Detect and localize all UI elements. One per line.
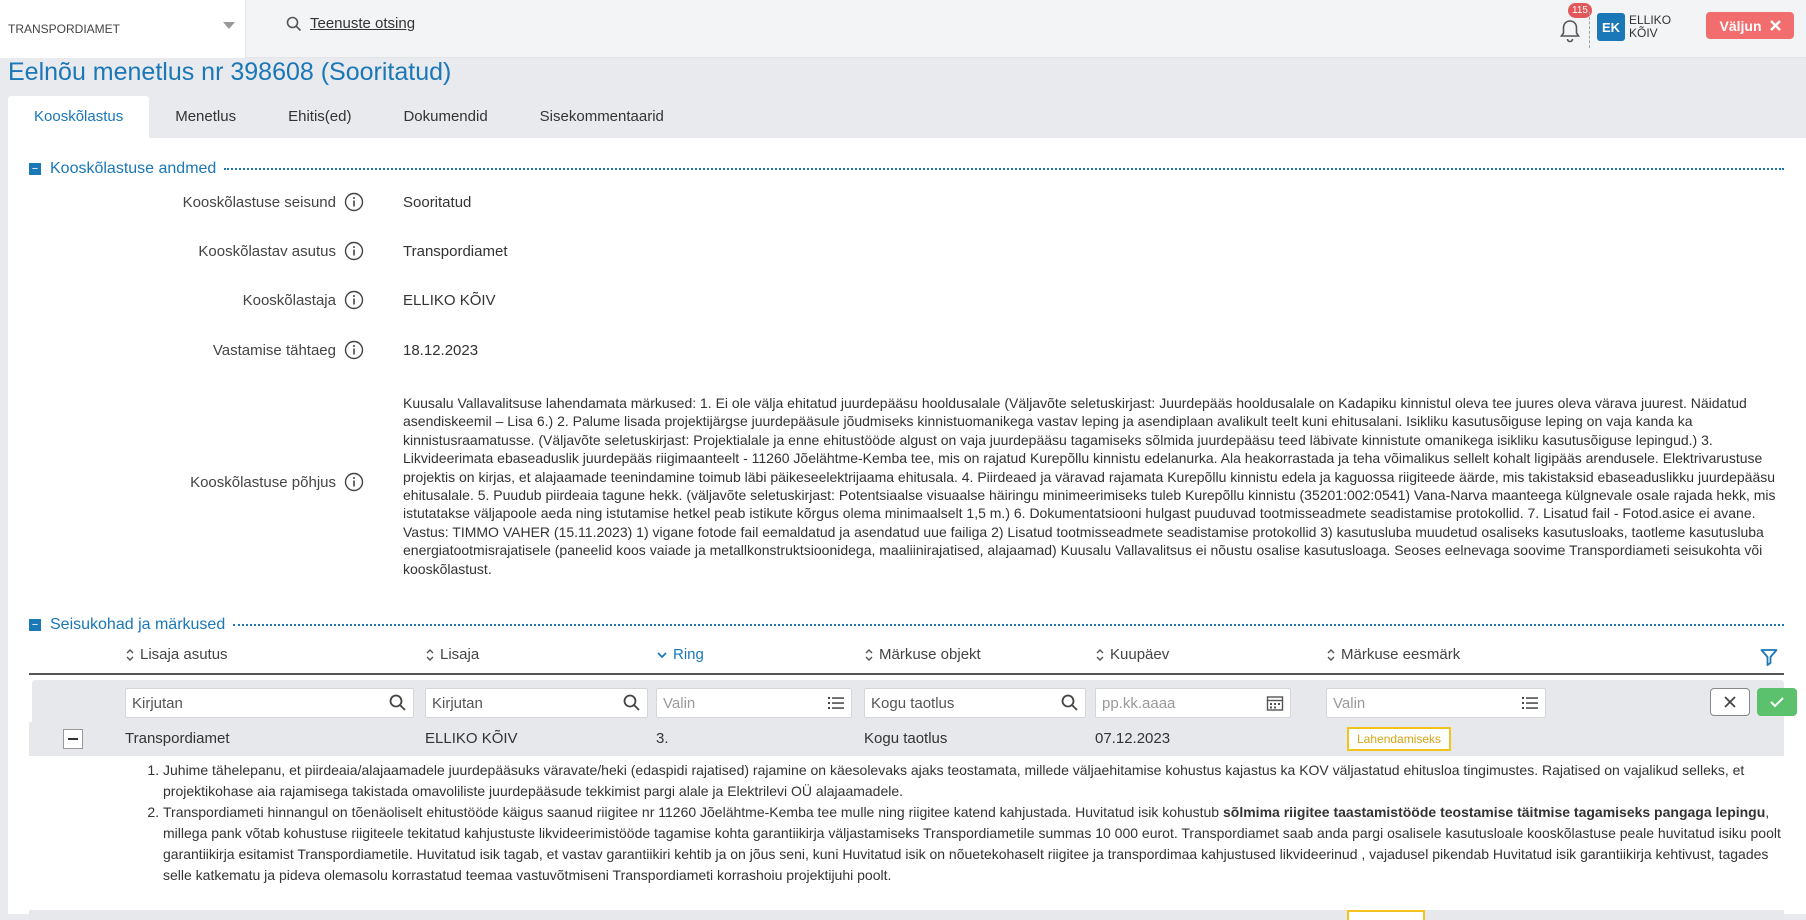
notification-count-badge: 115 [1568, 3, 1592, 18]
sort-icon [864, 648, 874, 662]
cell-kuupaev: 07.12.2023 [1095, 730, 1171, 747]
user-name[interactable]: ELLIKO KÕIV [1629, 13, 1672, 40]
search-icon [389, 694, 407, 712]
filter-icon[interactable] [1760, 648, 1778, 666]
field-label-authority [198, 241, 364, 261]
sort-icon [425, 648, 435, 662]
search-icon [1061, 694, 1079, 712]
tab-kooskolastus[interactable]: Kooskõlastus [8, 96, 149, 138]
divider [233, 624, 1784, 626]
field-value-approver: ELLIKO KÕIV [403, 292, 496, 309]
field-label-approver [243, 290, 364, 310]
chevron-down-icon [223, 22, 235, 29]
table-row[interactable] [29, 910, 1784, 920]
field-label-text: Kooskõlastuse seisund [182, 193, 336, 211]
info-icon[interactable] [344, 340, 364, 360]
filter-asutus-input[interactable] [125, 688, 414, 718]
cell-asutus: Transpordiamet [125, 730, 230, 747]
top-bar [0, 0, 1806, 58]
table-header-divider [29, 673, 1784, 675]
filter-placeholder: Kirjutan [432, 694, 483, 712]
page-title: Eelnõu menetlus nr 398608 (Sooritatud) [8, 58, 452, 86]
field-label-status [183, 192, 364, 212]
filter-eesmark-select[interactable] [1326, 688, 1546, 718]
filter-value: Kogu taotlus [871, 694, 955, 712]
sort-icon [1326, 648, 1336, 662]
note-text: Transpordiameti hinnangul on tõenäoliselt ehitustööde käigus saanud riigitee nr 11260 Jõelähtme-Kemba tee mulle ning riigitee katend kahjustada. Huvitatud isik kohustub [163, 804, 1223, 820]
column-header-label: Ring [673, 646, 704, 663]
status-badge [1347, 910, 1425, 920]
collapse-icon[interactable]: − [29, 619, 41, 631]
column-header-lisaja[interactable] [425, 646, 479, 663]
tab-dokumendid[interactable]: Dokumendid [403, 108, 488, 125]
main-panel [8, 138, 1806, 914]
list-item: 1. Juhime tähelepanu, et piirdeaia/alajaamadele juurdepääsuks väravate/heki (edaspidi rajatised) rajamine on käesolevaks ajaks teostamata, millede väljaehitamise kohustus kajastus ka KOV väljastatud ehitusloa tingimustes. Rajatised on vajalikud selleks, et projektikohase aia rajamisega takistada omavoliliste juurdepääsude tekkimist pargi alale ja Elektrilevi OÜ alajaamadele. [163, 760, 1783, 802]
chevron-down-icon [656, 649, 668, 661]
sort-icon [1095, 648, 1105, 662]
filter-ring-select[interactable] [656, 688, 852, 718]
apply-filters-button[interactable] [1757, 688, 1797, 716]
info-icon[interactable] [344, 241, 364, 261]
field-label-text: Kooskõlastaja [242, 291, 336, 309]
info-icon[interactable] [344, 472, 364, 492]
filter-placeholder: Valin [1333, 694, 1366, 712]
field-label-deadline [213, 340, 364, 360]
filter-objekt-input[interactable] [864, 688, 1086, 718]
filter-lisaja-input[interactable] [425, 688, 648, 718]
column-header-label: Märkuse eesmärk [1341, 646, 1461, 663]
service-search-link[interactable] [286, 15, 415, 32]
details-section-title: Kooskõlastuse andmed [50, 160, 217, 177]
search-label: Teenuste otsing [310, 15, 416, 32]
organization-select[interactable] [0, 0, 246, 58]
avatar[interactable]: EK [1597, 13, 1625, 41]
logout-label: Väljun [1719, 17, 1762, 34]
cell-lisaja: ELLIKO KÕIV [425, 730, 518, 747]
column-header-label: Kuupäev [1110, 646, 1170, 663]
calendar-icon [1266, 694, 1284, 712]
filter-placeholder: Kirjutan [132, 694, 183, 712]
list-icon [827, 694, 845, 712]
sort-icon [125, 648, 135, 662]
divider [224, 168, 1784, 170]
info-icon[interactable] [344, 290, 364, 310]
table-row[interactable] [29, 722, 1784, 756]
tab-menetlus[interactable]: Menetlus [175, 108, 237, 125]
collapse-row-button[interactable] [63, 729, 83, 749]
logout-button[interactable] [1706, 12, 1794, 39]
close-icon [1770, 20, 1781, 31]
field-label-text: Kooskõlastav asutus [198, 242, 336, 260]
close-icon [1723, 695, 1737, 709]
search-icon [286, 16, 302, 32]
field-value-deadline: 18.12.2023 [403, 342, 479, 359]
column-header-ring[interactable] [656, 646, 704, 663]
column-header-label: Märkuse objekt [879, 646, 981, 663]
column-header-label: Lisaja [440, 646, 480, 663]
remarks-section-title: Seisukohad ja märkused [50, 616, 226, 633]
cell-objekt: Kogu taotlus [864, 730, 948, 747]
list-item [163, 802, 1783, 886]
column-header-label: Lisaja asutus [140, 646, 228, 663]
field-value-authority: Transpordiamet [403, 243, 508, 260]
field-label-text: Vastamise tähtaeg [212, 341, 336, 359]
note-text: , millega pank võtab kohustuse riigiteele tekitatud kahjustuste likvideerimistööde tagamise kohta garantiikirja väljastamiseks Transpordiametile summas 10 000 eurot. Transpordiamet saab anda pargi osalisele kasutusloale kooskõlastuse peale huvitatud isiku poolt garantiikirja esitamist Transpordiametile. Huvitatud isik tagab, et vastav garantiikiri kehtib ja on jõus seni, kuni Huvitatud isik on nõuetekohaselt riigitee ja transpordimaa kahjustused likvideerinud , vajadusel pikendab Huvitatud isik garantiikirja kehtivust, tagades selle katkematu ja pideva olemasolu korrastatud teemaa vastuvõtmiseni Transpordiameti korrashoiu projektijuhi poolt. [163, 804, 1781, 883]
search-icon [623, 694, 641, 712]
bell-icon [1558, 18, 1582, 44]
status-badge: Lahendamiseks [1347, 727, 1451, 751]
tab-ehitised[interactable]: Ehitis(ed) [288, 108, 352, 125]
filter-placeholder: Valin [663, 694, 696, 712]
info-icon[interactable] [344, 192, 364, 212]
field-label-text: Kooskõlastuse põhjus [190, 473, 336, 491]
column-header-kuupaev[interactable] [1095, 646, 1169, 663]
field-value-reason: Kuusalu Vallavalitsuse lahendamata märkused: 1. Ei ole välja ehitatud juurdepääsu hooldusalale (Väljavõte seletuskirjast: Juurdepääs hooldusalale on Kadapiku kinnistul oleva tee juures oleva värava juurest. Näidatud asendiskeemil – Lisa 6.) 2. Palume lisada projektijärgse juurdepääsule jõudmiseks kinnistuomanikega vastav leping ja asendiplaan avalikult teelt kuni ehitusalani. Isikliku kasutusõiguse leping on vaja kanda ka kinnistusraamatusse. (Väljavõte seletuskirjast: Projektialale ja enne ehitustööde algust on vaja juurdepääsu tagamiseks sõlmida juurdepääsu teed läbivate kinnistute omanikega isikliku kasutusõiguse lepingud.) 3. Likvideerimata ebaseaduslik juurdepääs riigimaanteelt - 11260 Jõelähtme-Kemba tee, mis on rajatud Kurepõllu kinnistu edelanurka. Ala heakorrastada ja teha võimalikus sellelt kohalt ligipääs arendusele. Elektrivarustuse projektis on kirjas, et alajaamade teenindamine toimub läbi päikeseelektrijaama ehitusala. 4. Piirdeaed ja väravad rajamata Kurepõllu kinnistu edela ja kaguossa riigiteede äärde, mis takistaksid ebaseaduslikku juurdepääsu ehitusalale. 5. Puudub piirdeaia tagune hekk. (väljavõte seletuskirjast: Potentsiaalse visuaalse häiringu minimeerimiseks tuleb Kurepõllu kinnistu (35201:002:0541) Vana-Narva maanteega külgnevale osale rajada hekk, mis istutatakse väljapoole aeda ning istutamise hetkel peab istikute kõrgus olema minimaalselt 1,5 m.) 6. Dokumentatsiooni hulgast puuduvad tootmisseadmete seadistamise protokollid. 7. Lisatud fail - Fotod.asice ei avane. Vastus: TIMMO VAHER (15.11.2023) 1) vigane fotode fail eemaldatud ja asendatud uue failiga 2) Lisatud tootmisseadmete seadistamise protokollid 3) kasutusluba muudetud osaliseks kasutusloaks, taotleme kasutusluba energiatootmisrajatisele (paneelid koos vaiade ja metallkonstruktsioonidega, maaliinirajatised, alajaamad) Kuusalu Vallavalitsus ei nõustu osalise kasutusloaga. Seoses eelnevaga soovime Transpordiameti seisukohta või kooskõlastust. [403, 395, 1776, 577]
collapse-icon[interactable]: − [29, 163, 41, 175]
check-icon [1769, 695, 1785, 709]
column-header-asutus[interactable] [125, 646, 228, 663]
filter-row [32, 680, 1784, 724]
note-text-bold: sõlmima riigitee taastamistööde teostamise täitmise tagamiseks pangaga lepingu [1223, 804, 1766, 820]
tab-bar [8, 96, 690, 138]
filter-placeholder: pp.kk.aaaa [1102, 694, 1176, 712]
list-icon [1521, 694, 1539, 712]
column-header-objekt[interactable] [864, 646, 981, 663]
tab-sisekommentaarid[interactable]: Sisekommentaarid [539, 108, 664, 125]
remark-notes [143, 760, 1783, 886]
details-section-header [29, 160, 1784, 178]
cell-ring: 3. [656, 730, 669, 747]
clear-filters-button[interactable] [1710, 688, 1750, 716]
field-label-reason [190, 472, 364, 492]
divider [1589, 12, 1590, 48]
notifications-button[interactable] [1558, 5, 1588, 44]
filter-date-input[interactable] [1095, 688, 1291, 718]
field-value-status: Sooritatud [403, 194, 472, 211]
remarks-section-header [29, 616, 1784, 634]
column-header-eesmark[interactable] [1326, 646, 1460, 663]
organization-label: TRANSPORDIAMET [8, 22, 121, 36]
